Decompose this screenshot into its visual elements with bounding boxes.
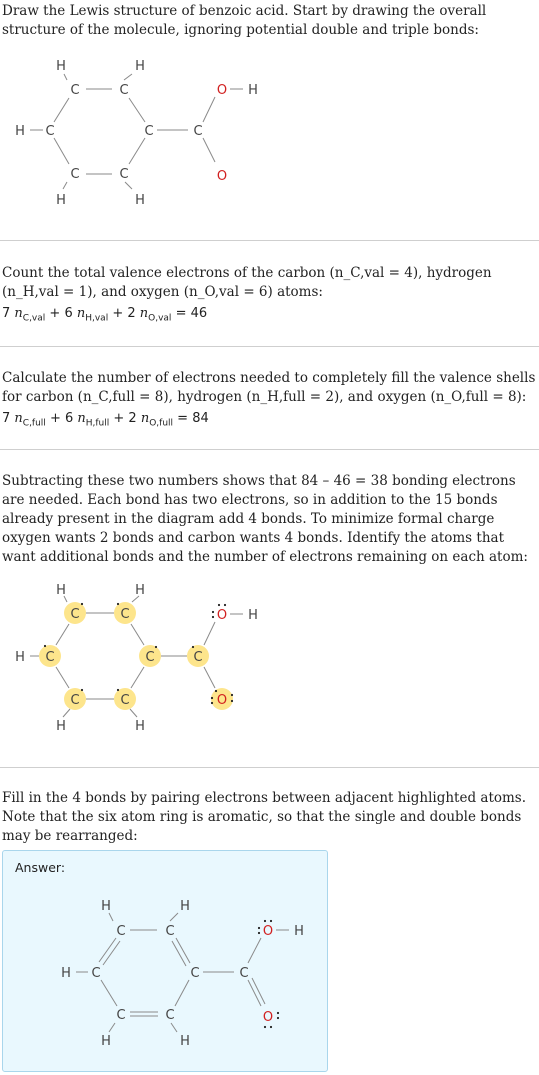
valence-equation: 7 $n_{C,val} + 6$ $n_{H,val} + 2$ $n_{O,val} = 46$ [2,306,208,324]
atom-label: C [70,693,80,708]
atom-label: H [135,583,145,598]
atom-label: C [239,966,249,981]
atom-label: H [135,59,145,74]
atom-label: H [15,124,25,139]
atom-label: H [56,193,66,208]
atom-label: C [193,650,203,665]
atom-label: H [15,650,25,665]
atom-label: H [135,719,145,734]
atom-label: C [70,607,80,622]
atom-label: C [190,966,200,981]
atom-label: C [120,607,130,622]
atom-label: C [120,693,130,708]
answer-label: Answer: [15,860,66,875]
atom-label: C [193,124,203,139]
atom-label: C [45,124,55,139]
bonding-electrons-text: Subtracting these two numbers shows that 84 – 46 = 38 bonding electrons are needed. Each bond has two electrons, so in addition to the 15 bonds already present in the diagram add 4 bonds. To minimize formal charge oxygen wants 2 bonds and carbon wants 4 bonds. Identify the atoms that want additional bonds and the number of electrons remaining on each atom: [2,473,528,565]
atom-label: H [180,1034,190,1049]
atom-label: H [135,193,145,208]
final-bonds [76,913,289,1032]
atom-label: C [70,83,80,98]
atom-label: H [56,719,66,734]
atom-label: C [91,966,101,981]
atom-label: H [61,966,71,981]
atom-label: O [262,1010,274,1025]
atom-label: H [56,583,66,598]
atom-label: H [294,924,304,939]
atom-label: H [248,608,258,623]
valence-count-text: Count the total valence electrons of the carbon (n_C,val = 4), hydrogen (n_H,val = 1), and oxygen (n_O,val = 6) atoms: [2,265,492,300]
atom-label: C [116,924,126,939]
atom-label: C [70,167,80,182]
atom-label: O [216,169,228,184]
atom-label: H [248,83,258,98]
atom-label: O [216,83,228,98]
atom-label: C [45,650,55,665]
atom-label: C [145,650,155,665]
full-shell-equation: 7 $n_{C,full} + 6$ $n_{H,full} + 2$ $n_{O,full} = 84$ [2,411,209,429]
atom-label: C [119,83,129,98]
final-atoms [61,899,304,1049]
atom-label: C [144,124,154,139]
atom-label: O [216,608,228,623]
atom-label: C [119,167,129,182]
full-shell-text: Calculate the number of electrons needed to completely fill the valence shells for carbon (n_C,full = 8), hydrogen (n_H,full = 2), and oxygen (n_O,full = 8): [2,370,536,405]
fill-bonds-text: Fill in the 4 bonds by pairing electrons between adjacent highlighted atoms. Note that the six atom ring is aromatic, so that the single and double bonds may be rearranged: [2,790,527,844]
atom-label: H [56,59,66,74]
atom-label: O [262,924,274,939]
atom-label: C [116,1008,126,1023]
atom-label: H [101,1034,111,1049]
atom-label: C [165,924,175,939]
intro-text: Draw the Lewis structure of benzoic acid. Start by drawing the overall structure of the molecule, ignoring potential double and triple bonds: [2,3,487,38]
atom-label: H [101,899,111,914]
atom-label: H [180,899,190,914]
atom-label: C [165,1008,175,1023]
atom-label: O [216,693,228,708]
